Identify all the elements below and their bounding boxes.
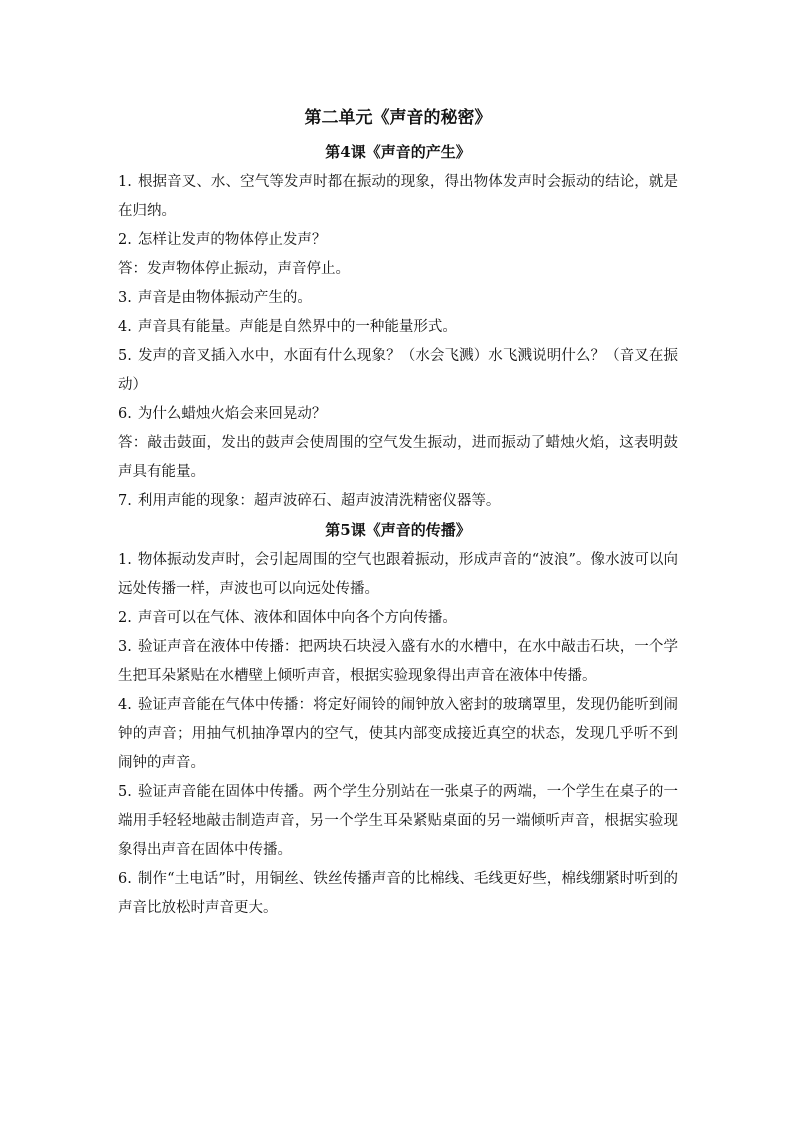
lesson-4-title: 第4课《声音的产生》: [325, 143, 471, 161]
item-text: 怎样让发声的物体停止发声？: [137, 232, 327, 248]
lesson-4-item-5: [118, 342, 678, 400]
item-text: 根据音叉、水、空气等发声时都在振动的现象，得出物体发声时会振动的结论，就是在归纳。: [118, 174, 678, 219]
item-number: 1.: [118, 174, 132, 190]
item-text: 声音具有能量。声能是自然界中的一种能量形式。: [137, 319, 457, 335]
lesson-5-item-5: [118, 778, 678, 865]
lesson-4-item-2: [118, 226, 678, 255]
item-number: 3.: [118, 639, 132, 655]
lesson-5-item-4: [118, 691, 678, 778]
item-text: 验证声音能在固体中传播。两个学生分别站在一张桌子的两端，一个学生在桌子的一端用手轻轻地敲击制造声音，另一个学生耳朵紧贴桌面的另一端倾听声音，根据实验现象得出声音在固体中传播。: [118, 784, 678, 858]
item-number: 7.: [118, 493, 132, 509]
item-text: 声音是由物体振动产生的。: [137, 290, 312, 306]
item-text: 为什么蜡烛火焰会来回晃动？: [137, 406, 327, 422]
document-content: [118, 104, 678, 923]
item-number: 6.: [118, 871, 132, 887]
item-number: 5.: [118, 784, 132, 800]
lesson-5-item-6: [118, 865, 678, 923]
item-text: 发声的音叉插入水中，水面有什么现象？（水会飞溅）水飞溅说明什么？（音叉在振动）: [118, 348, 678, 393]
lesson-4-item-1: [118, 168, 678, 226]
item-text: 制作“土电话”时，用铜丝、铁丝传播声音的比棉线、毛线更好些，棉线绷紧时听到的声音比放松时声音更大。: [118, 871, 678, 916]
document-title: 第二单元《声音的秘密》: [304, 108, 492, 128]
answer-text: 答：敲击鼓面，发出的鼓声会使周围的空气发生振动，进而振动了蜡烛火焰，这表明鼓声具有能量。: [118, 435, 678, 480]
item-text: 利用声能的现象：超声波碎石、超声波清洗精密仪器等。: [137, 493, 501, 509]
item-number: 1.: [118, 552, 132, 568]
item-number: 2.: [118, 610, 132, 626]
lesson-4-answer-2: [118, 255, 678, 284]
item-number: 4.: [118, 319, 132, 335]
item-text: 物体振动发声时，会引起周围的空气也跟着振动，形成声音的“波浪”。像水波可以向远处传播一样，声波也可以向远处传播。: [118, 552, 678, 597]
lesson-4-item-6: [118, 400, 678, 429]
item-number: 3.: [118, 290, 132, 306]
lesson-4-item-7: [118, 487, 678, 516]
lesson-4-answer-6: [118, 429, 678, 487]
item-number: 6.: [118, 406, 132, 422]
lesson-5-item-2: [118, 604, 678, 633]
lesson-4-item-4: [118, 313, 678, 342]
item-number: 2.: [118, 232, 132, 248]
item-text: 验证声音能在气体中传播：将定好闹铃的闹钟放入密封的玻璃罩里，发现仍能听到闹钟的声音；用抽气机抽净罩内的空气，使其内部变成接近真空的状态，发现几乎听不到闹钟的声音。: [118, 697, 678, 771]
lesson-4-item-3: [118, 284, 678, 313]
lesson-5-item-3: [118, 633, 678, 691]
item-number: 4.: [118, 697, 132, 713]
lesson-5-item-1: [118, 546, 678, 604]
item-text: 验证声音在液体中传播：把两块石块浸入盛有水的水槽中，在水中敲击石块，一个学生把耳朵紧贴在水槽壁上倾听声音，根据实验现象得出声音在液体中传播。: [118, 639, 678, 684]
item-text: 声音可以在气体、液体和固体中向各个方向传播。: [137, 610, 457, 626]
answer-text: 答：发声物体停止振动，声音停止。: [118, 261, 350, 277]
item-number: 5.: [118, 348, 132, 364]
lesson-5-title: 第5课《声音的传播》: [325, 521, 471, 539]
